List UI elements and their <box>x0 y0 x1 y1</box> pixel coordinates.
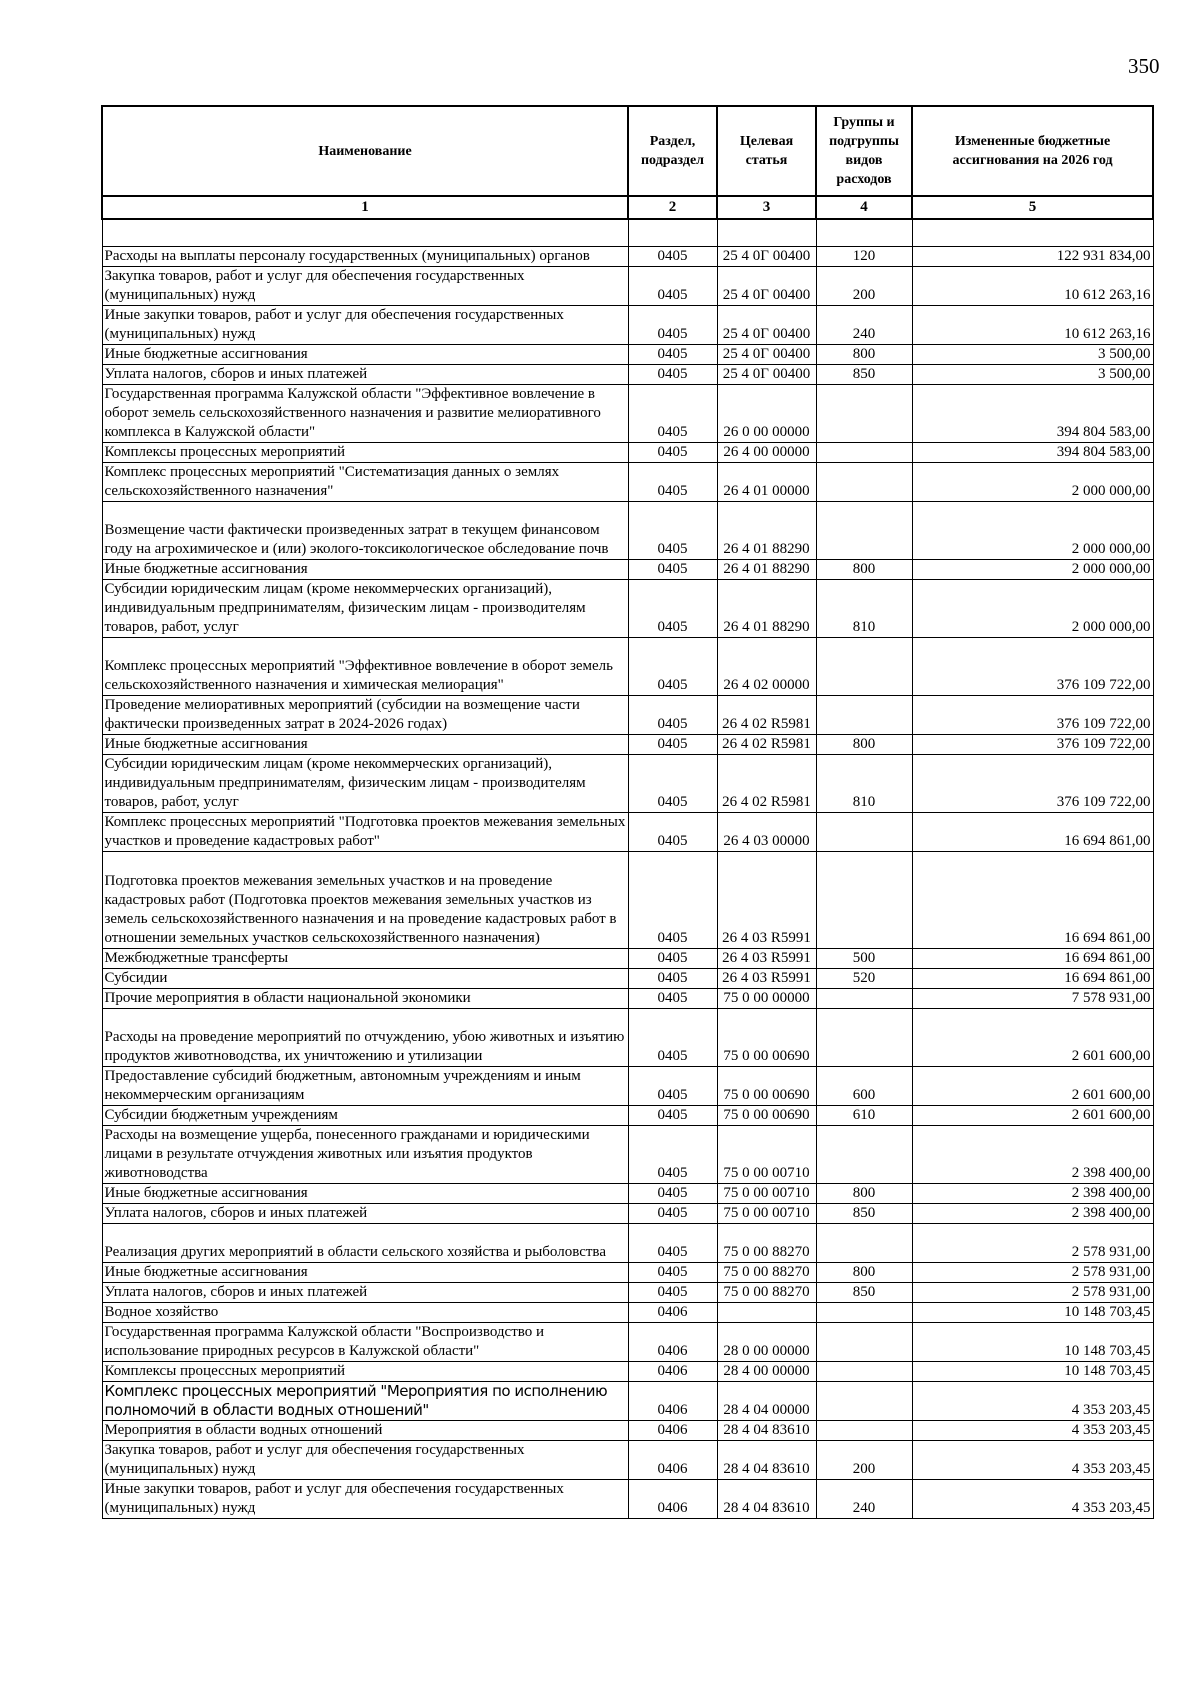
amount-cell: 10 612 263,16 <box>912 306 1153 345</box>
group-cell: 200 <box>816 1441 912 1480</box>
group-cell: 520 <box>816 969 912 989</box>
table-row <box>102 1067 1153 1106</box>
target-cell: 75 0 00 00690 <box>717 1067 816 1106</box>
table-row <box>102 969 1153 989</box>
table-row <box>102 443 1153 463</box>
amount-cell: 376 109 722,00 <box>912 638 1153 696</box>
target-cell: 28 4 04 83610 <box>717 1441 816 1480</box>
target-cell: 75 0 00 00710 <box>717 1204 816 1224</box>
header-amount: Измененные бюджетные ассигнования на 2026 год <box>912 106 1153 196</box>
header-section: Раздел, подраздел <box>628 106 717 196</box>
page-number: 350 <box>1128 54 1160 78</box>
name-cell: Комплекс процессных мероприятий "Эффективное вовлечение в оборот земель сельскохозяйственного назначения и химическая мелиорация" <box>102 638 628 696</box>
table-row <box>102 345 1153 365</box>
amount-cell: 376 109 722,00 <box>912 755 1153 813</box>
name-cell: Уплата налогов, сборов и иных платежей <box>102 365 628 385</box>
name-cell: Субсидии бюджетным учреждениям <box>102 1106 628 1126</box>
section-cell: 0406 <box>628 1362 717 1382</box>
amount-cell: 16 694 861,00 <box>912 813 1153 852</box>
target-cell: 75 0 00 00000 <box>717 989 816 1009</box>
table-row <box>102 306 1153 345</box>
section-cell: 0405 <box>628 1263 717 1283</box>
name-cell: Реализация других мероприятий в области сельского хозяйства и рыболовства <box>102 1224 628 1263</box>
target-cell: 26 4 02 R5981 <box>717 755 816 813</box>
amount-cell: 2 398 400,00 <box>912 1204 1153 1224</box>
amount-cell: 2 601 600,00 <box>912 1009 1153 1067</box>
amount-cell: 394 804 583,00 <box>912 443 1153 463</box>
name-cell: Комплекс процессных мероприятий "Мероприятия по исполнению полномочий в области водных отношений" <box>102 1382 628 1421</box>
amount-cell: 2 578 931,00 <box>912 1263 1153 1283</box>
budget-table <box>101 105 1154 1519</box>
section-cell: 0406 <box>628 1421 717 1441</box>
table-body <box>102 219 1153 1519</box>
name-cell: Иные закупки товаров, работ и услуг для обеспечения государственных (муниципальных) нужд <box>102 306 628 345</box>
name-cell: Иные бюджетные ассигнования <box>102 735 628 755</box>
group-cell <box>816 502 912 560</box>
section-cell: 0405 <box>628 755 717 813</box>
group-cell <box>816 813 912 852</box>
amount-cell: 394 804 583,00 <box>912 385 1153 443</box>
name-cell: Субсидии юридическим лицам (кроме некоммерческих организаций), индивидуальным предпринимателям, физическим лицам - производителям товаров, работ, услуг <box>102 755 628 813</box>
target-cell: 25 4 0Г 00400 <box>717 345 816 365</box>
section-cell: 0405 <box>628 1126 717 1184</box>
name-cell: Прочие мероприятия в области национальной экономики <box>102 989 628 1009</box>
amount-cell: 376 109 722,00 <box>912 696 1153 735</box>
target-cell: 75 0 00 88270 <box>717 1283 816 1303</box>
target-cell: 25 4 0Г 00400 <box>717 247 816 267</box>
name-cell: Проведение мелиоративных мероприятий (субсидии на возмещение части фактически произведенных затрат в 2024-2026 годах) <box>102 696 628 735</box>
group-cell: 200 <box>816 267 912 306</box>
column-number: 3 <box>717 196 816 219</box>
amount-cell: 376 109 722,00 <box>912 735 1153 755</box>
target-cell: 26 4 01 00000 <box>717 463 816 502</box>
group-cell <box>816 852 912 949</box>
section-cell: 0405 <box>628 580 717 638</box>
group-cell: 610 <box>816 1106 912 1126</box>
group-cell: 800 <box>816 1263 912 1283</box>
table-row <box>102 755 1153 813</box>
group-cell: 810 <box>816 580 912 638</box>
name-cell: Межбюджетные трансферты <box>102 949 628 969</box>
section-cell: 0405 <box>628 969 717 989</box>
section-cell: 0405 <box>628 1204 717 1224</box>
table-row <box>102 1441 1153 1480</box>
name-cell: Иные бюджетные ассигнования <box>102 345 628 365</box>
group-cell: 240 <box>816 1480 912 1519</box>
section-cell: 0406 <box>628 1323 717 1362</box>
section-cell: 0405 <box>628 696 717 735</box>
group-cell <box>816 1362 912 1382</box>
section-cell: 0406 <box>628 1382 717 1421</box>
target-cell: 26 4 01 88290 <box>717 502 816 560</box>
section-cell: 0406 <box>628 1303 717 1323</box>
spacer-cell <box>717 219 816 247</box>
amount-cell: 16 694 861,00 <box>912 949 1153 969</box>
group-cell: 850 <box>816 1283 912 1303</box>
target-cell: 26 4 00 00000 <box>717 443 816 463</box>
section-cell: 0405 <box>628 989 717 1009</box>
column-number: 5 <box>912 196 1153 219</box>
name-cell: Уплата налогов, сборов и иных платежей <box>102 1283 628 1303</box>
header-group: Группы и подгруппы видов расходов <box>816 106 912 196</box>
name-cell: Расходы на выплаты персоналу государственных (муниципальных) органов <box>102 247 628 267</box>
name-cell: Уплата налогов, сборов и иных платежей <box>102 1204 628 1224</box>
amount-cell: 2 578 931,00 <box>912 1224 1153 1263</box>
target-cell: 75 0 00 00710 <box>717 1184 816 1204</box>
amount-cell: 2 398 400,00 <box>912 1184 1153 1204</box>
amount-cell: 2 398 400,00 <box>912 1126 1153 1184</box>
group-cell: 120 <box>816 247 912 267</box>
amount-cell: 2 601 600,00 <box>912 1106 1153 1126</box>
group-cell: 850 <box>816 365 912 385</box>
target-cell: 26 4 01 88290 <box>717 560 816 580</box>
target-cell: 28 4 04 83610 <box>717 1421 816 1441</box>
section-cell: 0405 <box>628 463 717 502</box>
section-cell: 0405 <box>628 1224 717 1263</box>
column-number: 2 <box>628 196 717 219</box>
spacer-cell <box>912 219 1153 247</box>
spacer-cell <box>628 219 717 247</box>
name-cell: Предоставление субсидий бюджетным, автономным учреждениям и иным некоммерческим организациям <box>102 1067 628 1106</box>
column-number: 1 <box>102 196 628 219</box>
target-cell: 75 0 00 88270 <box>717 1224 816 1263</box>
target-cell: 75 0 00 00710 <box>717 1126 816 1184</box>
table-row <box>102 638 1153 696</box>
name-cell: Иные бюджетные ассигнования <box>102 1184 628 1204</box>
amount-cell: 16 694 861,00 <box>912 852 1153 949</box>
table-row <box>102 1263 1153 1283</box>
section-cell: 0405 <box>628 735 717 755</box>
target-cell: 26 0 00 00000 <box>717 385 816 443</box>
header-row <box>102 106 1153 196</box>
name-cell: Закупка товаров, работ и услуг для обеспечения государственных (муниципальных) нужд <box>102 267 628 306</box>
name-cell: Возмещение части фактически произведенных затрат в текущем финансовом году на агрохимическое и (или) эколого-токсикологическое обследование почв <box>102 502 628 560</box>
name-cell: Мероприятия в области водных отношений <box>102 1421 628 1441</box>
amount-cell: 2 578 931,00 <box>912 1283 1153 1303</box>
group-cell: 500 <box>816 949 912 969</box>
table-row <box>102 852 1153 949</box>
amount-cell: 2 601 600,00 <box>912 1067 1153 1106</box>
name-cell: Иные закупки товаров, работ и услуг для обеспечения государственных (муниципальных) нужд <box>102 1480 628 1519</box>
amount-cell: 4 353 203,45 <box>912 1480 1153 1519</box>
header-name: Наименование <box>102 106 628 196</box>
name-cell: Водное хозяйство <box>102 1303 628 1323</box>
spacer-row <box>102 219 1153 247</box>
column-number-row <box>102 196 1153 219</box>
table-row <box>102 696 1153 735</box>
target-cell: 25 4 0Г 00400 <box>717 306 816 345</box>
amount-cell: 10 148 703,45 <box>912 1323 1153 1362</box>
spacer-cell <box>102 219 628 247</box>
group-cell: 800 <box>816 345 912 365</box>
amount-cell: 16 694 861,00 <box>912 969 1153 989</box>
target-cell: 26 4 02 00000 <box>717 638 816 696</box>
section-cell: 0405 <box>628 345 717 365</box>
name-cell: Расходы на проведение мероприятий по отчуждению, убою животных и изъятию продуктов животноводства, их уничтожению и утилизации <box>102 1009 628 1067</box>
name-cell: Иные бюджетные ассигнования <box>102 560 628 580</box>
name-cell: Комплекс процессных мероприятий "Подготовка проектов межевания земельных участков и проведение кадастровых работ" <box>102 813 628 852</box>
table-row <box>102 989 1153 1009</box>
target-cell: 26 4 02 R5981 <box>717 735 816 755</box>
group-cell: 800 <box>816 560 912 580</box>
section-cell: 0405 <box>628 306 717 345</box>
section-cell: 0405 <box>628 365 717 385</box>
table-row <box>102 1480 1153 1519</box>
group-cell <box>816 1323 912 1362</box>
target-cell: 75 0 00 00690 <box>717 1106 816 1126</box>
group-cell: 240 <box>816 306 912 345</box>
group-cell: 810 <box>816 755 912 813</box>
group-cell <box>816 1421 912 1441</box>
table-row <box>102 502 1153 560</box>
section-cell: 0405 <box>628 852 717 949</box>
section-cell: 0405 <box>628 385 717 443</box>
section-cell: 0405 <box>628 247 717 267</box>
name-cell: Государственная программа Калужской области "Воспроизводство и использование природных ресурсов в Калужской области" <box>102 1323 628 1362</box>
target-cell: 28 4 04 83610 <box>717 1480 816 1519</box>
section-cell: 0405 <box>628 1283 717 1303</box>
name-cell: Иные бюджетные ассигнования <box>102 1263 628 1283</box>
target-cell <box>717 1303 816 1323</box>
target-cell: 25 4 0Г 00400 <box>717 267 816 306</box>
section-cell: 0405 <box>628 443 717 463</box>
section-cell: 0405 <box>628 1009 717 1067</box>
group-cell: 850 <box>816 1204 912 1224</box>
name-cell: Субсидии юридическим лицам (кроме некоммерческих организаций), индивидуальным предпринимателям, физическим лицам - производителям товаров, работ, услуг <box>102 580 628 638</box>
section-cell: 0405 <box>628 560 717 580</box>
section-cell: 0405 <box>628 638 717 696</box>
target-cell: 75 0 00 88270 <box>717 1263 816 1283</box>
amount-cell: 2 000 000,00 <box>912 502 1153 560</box>
table-row <box>102 247 1153 267</box>
group-cell <box>816 1126 912 1184</box>
amount-cell: 4 353 203,45 <box>912 1441 1153 1480</box>
name-cell: Расходы на возмещение ущерба, понесенного гражданами и юридическими лицами в результате отчуждения животных или изъятия продуктов животноводства <box>102 1126 628 1184</box>
amount-cell: 10 612 263,16 <box>912 267 1153 306</box>
table-row <box>102 1184 1153 1204</box>
amount-cell: 4 353 203,45 <box>912 1421 1153 1441</box>
amount-cell: 3 500,00 <box>912 365 1153 385</box>
table-row <box>102 1224 1153 1263</box>
table-row <box>102 365 1153 385</box>
table-row <box>102 949 1153 969</box>
table-row <box>102 1323 1153 1362</box>
target-cell: 28 4 00 00000 <box>717 1362 816 1382</box>
table-row <box>102 1106 1153 1126</box>
table-row <box>102 463 1153 502</box>
target-cell: 26 4 03 R5991 <box>717 852 816 949</box>
spacer-cell <box>816 219 912 247</box>
table-row <box>102 1303 1153 1323</box>
table-row <box>102 813 1153 852</box>
amount-cell: 10 148 703,45 <box>912 1362 1153 1382</box>
section-cell: 0405 <box>628 267 717 306</box>
group-cell <box>816 638 912 696</box>
amount-cell: 2 000 000,00 <box>912 463 1153 502</box>
group-cell <box>816 1224 912 1263</box>
group-cell <box>816 1382 912 1421</box>
group-cell <box>816 463 912 502</box>
table-row <box>102 385 1153 443</box>
name-cell: Закупка товаров, работ и услуг для обеспечения государственных (муниципальных) нужд <box>102 1441 628 1480</box>
amount-cell: 122 931 834,00 <box>912 247 1153 267</box>
table-row <box>102 1283 1153 1303</box>
group-cell: 800 <box>816 735 912 755</box>
group-cell <box>816 1303 912 1323</box>
amount-cell: 2 000 000,00 <box>912 580 1153 638</box>
amount-cell: 7 578 931,00 <box>912 989 1153 1009</box>
group-cell <box>816 443 912 463</box>
amount-cell: 4 353 203,45 <box>912 1382 1153 1421</box>
group-cell: 800 <box>816 1184 912 1204</box>
section-cell: 0405 <box>628 949 717 969</box>
group-cell <box>816 385 912 443</box>
table-row <box>102 1362 1153 1382</box>
target-cell: 26 4 01 88290 <box>717 580 816 638</box>
header-target: Целевая статья <box>717 106 816 196</box>
table-row <box>102 735 1153 755</box>
target-cell: 75 0 00 00690 <box>717 1009 816 1067</box>
section-cell: 0405 <box>628 1067 717 1106</box>
table-row <box>102 267 1153 306</box>
table-row <box>102 1382 1153 1421</box>
amount-cell: 3 500,00 <box>912 345 1153 365</box>
section-cell: 0405 <box>628 1106 717 1126</box>
table-row <box>102 1126 1153 1184</box>
group-cell <box>816 989 912 1009</box>
group-cell <box>816 696 912 735</box>
section-cell: 0406 <box>628 1480 717 1519</box>
section-cell: 0405 <box>628 813 717 852</box>
target-cell: 28 4 04 00000 <box>717 1382 816 1421</box>
name-cell: Субсидии <box>102 969 628 989</box>
amount-cell: 10 148 703,45 <box>912 1303 1153 1323</box>
target-cell: 26 4 03 00000 <box>717 813 816 852</box>
target-cell: 28 0 00 00000 <box>717 1323 816 1362</box>
name-cell: Комплексы процессных мероприятий <box>102 443 628 463</box>
table-row <box>102 560 1153 580</box>
column-number: 4 <box>816 196 912 219</box>
amount-cell: 2 000 000,00 <box>912 560 1153 580</box>
table-row <box>102 580 1153 638</box>
group-cell: 600 <box>816 1067 912 1106</box>
target-cell: 26 4 02 R5981 <box>717 696 816 735</box>
name-cell: Комплекс процессных мероприятий "Систематизация данных о землях сельскохозяйственного назначения" <box>102 463 628 502</box>
section-cell: 0405 <box>628 502 717 560</box>
table-row <box>102 1009 1153 1067</box>
table-row <box>102 1421 1153 1441</box>
name-cell: Комплексы процессных мероприятий <box>102 1362 628 1382</box>
section-cell: 0405 <box>628 1184 717 1204</box>
target-cell: 25 4 0Г 00400 <box>717 365 816 385</box>
name-cell: Подготовка проектов межевания земельных участков и на проведение кадастровых работ (Подготовка проектов межевания земельных участков из земель сельскохозяйственного назначения и на проведение кадастровых работ в отношении земельных участков сельскохозяйственного назначения) <box>102 852 628 949</box>
table-row <box>102 1204 1153 1224</box>
name-cell: Государственная программа Калужской области "Эффективное вовлечение в оборот земель сельскохозяйственного назначения и развитие мелиоративного комплекса в Калужской области" <box>102 385 628 443</box>
group-cell <box>816 1009 912 1067</box>
target-cell: 26 4 03 R5991 <box>717 949 816 969</box>
target-cell: 26 4 03 R5991 <box>717 969 816 989</box>
section-cell: 0406 <box>628 1441 717 1480</box>
